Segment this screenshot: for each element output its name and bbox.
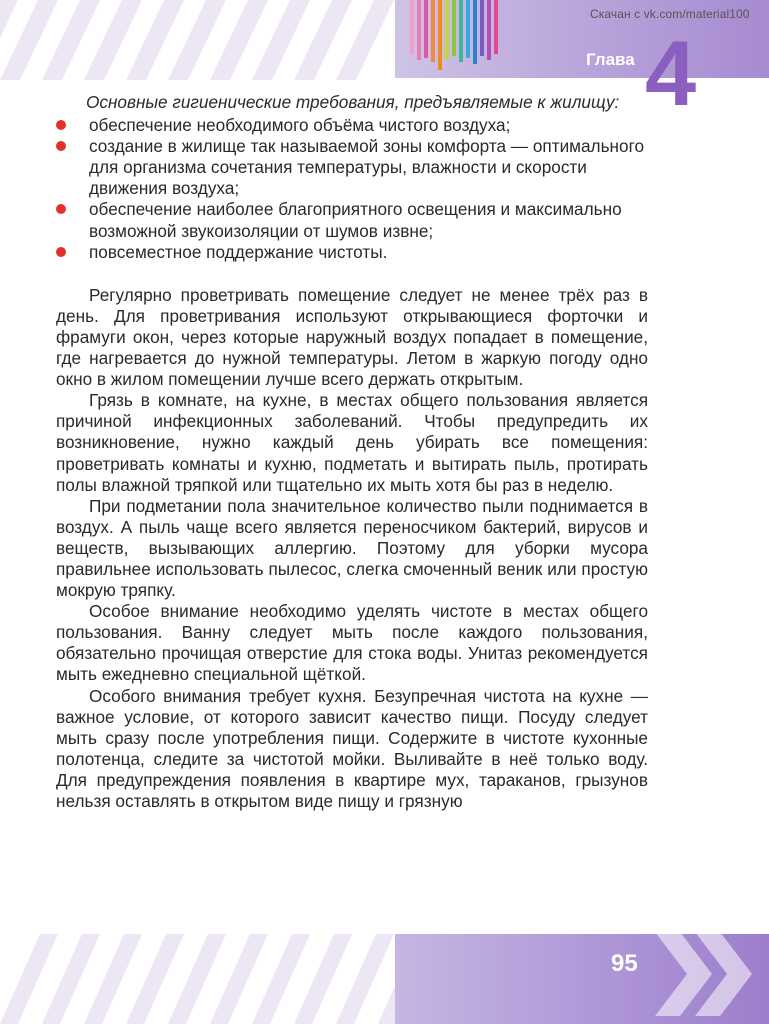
requirement-text: обеспечение необходимого объёма чистого воздуха; — [89, 115, 511, 136]
double-chevron-right-icon — [650, 924, 760, 1024]
paragraph-dirt: Грязь в комнате, на кухне, в местах общего пользования является причиной инфекционных заболеваний. Чтобы предупредить их возникновение, нужно каждый день убирать все помещения: проветривать комнаты и кухню, подметать и вытирать пыль, протирать полы влажной тряпкой или тщательно их мыть хотя бы раз в неделю. — [56, 390, 648, 495]
paragraph-bathroom: Особое внимание необходимо уделять чистоте в местах общего пользования. Ванну следует мыть после каждого пользования, обязательно прочищая отверстие для стока воды. Унитаз рекомендуется мыть ежедневно специальной щёткой. — [56, 601, 648, 685]
requirement-item — [56, 199, 648, 241]
bullet-icon — [56, 141, 66, 151]
bullet-icon — [56, 120, 66, 130]
bullet-icon — [56, 247, 66, 257]
requirement-text: обеспечение наиболее благоприятного освещения и максимально возможной звукоизоляции от шумов извне; — [89, 199, 622, 241]
paragraph-ventilation: Регулярно проветривать помещение следует не менее трёх раз в день. Для проветривания используют открывающиеся форточки и фрамуги окон, через которые наружный воздух попадает в помещение, где нагревается до нужной температуры. Летом в жаркую погоду одно окно в жилом помещении лучше всего держать открытым. — [56, 284, 648, 390]
requirement-text: повсеместное поддержание чистоты. — [89, 241, 388, 262]
requirement-item — [56, 136, 648, 199]
requirement-text: создание в жилище так называемой зоны комфорта — оптимального для организма сочетания температуры, влажности и скорости движения воздуха; — [89, 136, 645, 199]
chapter-number: 4 — [645, 23, 697, 125]
paragraph-kitchen: Особого внимания требует кухня. Безупречная чистота на кухне — важное условие, от которого зависит качество пищи. Посуду следует мыть сразу после употребления пищи. Содержите в чистоте кухонные полотенца, следите за чистотой мойки. Выливайте в неё только воду. Для предупреждения появления в квартире мух, тараканов, грызунов нельзя оставлять в открытом виде пищу и грязную — [56, 685, 648, 811]
chapter-label: Глава — [586, 50, 635, 69]
paragraph-dust: При подметании пола значительное количество пыли поднимается в воздух. А пыль чаще всего является переносчиком бактерий, вирусов и веществ, вызывающих аллергию. Поэтому для уборки мусора правильнее использовать пылесос, слегка смоченный веник или простую мокрую тряпку. — [56, 495, 648, 601]
page-number: 95 — [611, 950, 638, 977]
pencils-decoration — [408, 0, 503, 70]
requirement-item — [56, 242, 648, 263]
watermark-text: Скачан с vk.com/material100 — [590, 7, 750, 21]
requirements-list — [56, 115, 648, 263]
requirement-item — [56, 115, 648, 136]
page-body — [56, 92, 648, 812]
requirements-intro: Основные гигиенические требования, предъявляемые к жилищу: — [86, 92, 620, 112]
bullet-icon — [56, 204, 66, 214]
